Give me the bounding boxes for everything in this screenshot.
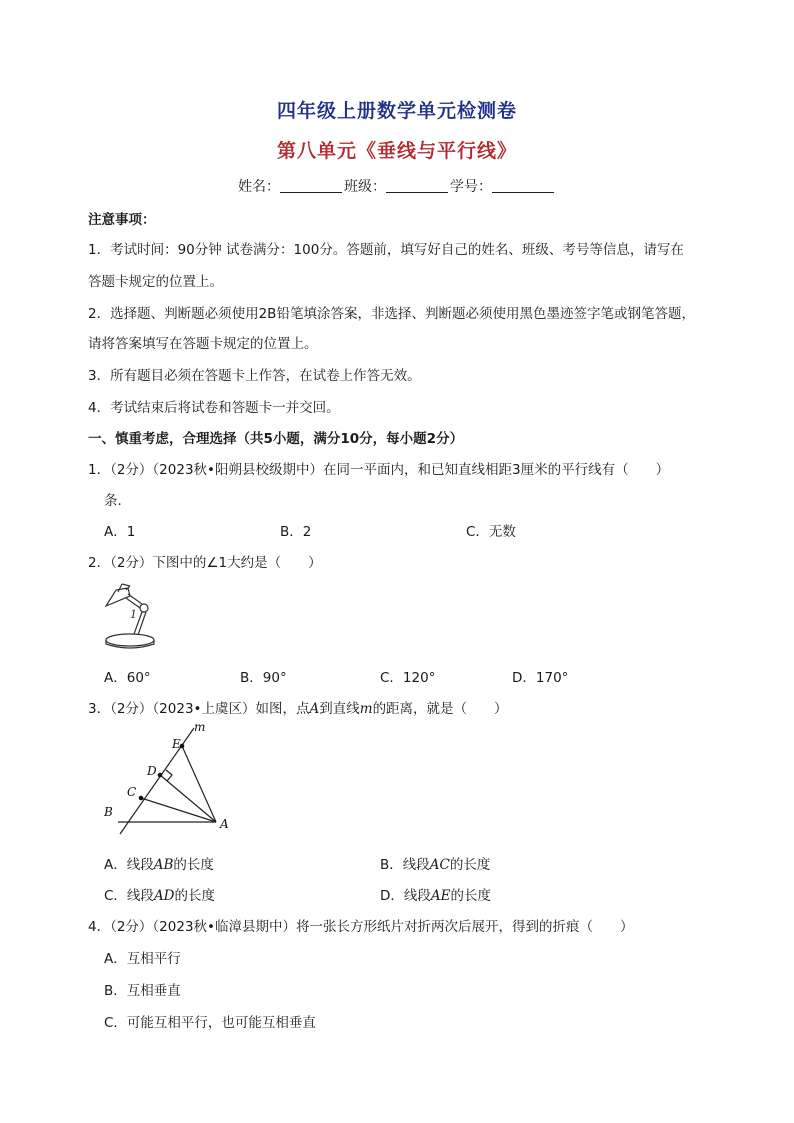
q4-option-b[interactable]: B．互相垂直 — [104, 983, 181, 999]
q3-option-b-pre: B．线段 — [380, 857, 430, 873]
q4-option-c[interactable]: C．可能互相平行，也可能互相垂直 — [104, 1015, 316, 1031]
name-label: 姓名： — [238, 179, 280, 195]
q3-option-d[interactable] — [380, 884, 491, 904]
exam-title: 四年级上册数学单元检测卷 — [276, 100, 517, 122]
q2-option-c[interactable]: C．120° — [380, 670, 436, 686]
label-b: B — [104, 805, 113, 819]
q1-option-b[interactable]: B．2 — [280, 524, 312, 540]
q3-stem — [88, 697, 508, 717]
q3-stem-part-b: 到直线 — [319, 701, 360, 717]
q3-option-c-post: 的长度 — [174, 888, 216, 904]
q3-option-a-pre: A．线段 — [104, 857, 154, 873]
q3-option-d-post: 的长度 — [450, 888, 492, 904]
segment-ac — [141, 798, 216, 822]
segment-ad — [160, 775, 216, 822]
q1-stem: 1．（2分）（2023秋•阳朔县校级期中）在同一平面内，和已知直线相距3厘米的平行线有（ ） — [88, 462, 670, 478]
note-line-3: 3．所有题目必须在答题卡上作答，在试卷上作答无效。 — [88, 368, 421, 384]
q3-option-a-post: 的长度 — [173, 857, 214, 873]
student-info-row — [0, 176, 794, 196]
q3-stem-point: A — [309, 701, 320, 717]
label-c: C — [127, 785, 137, 799]
label-m: m — [194, 720, 206, 734]
label-d: D — [147, 764, 157, 778]
q3-stem-part-c: 的距离，就是（ ） — [372, 701, 508, 717]
q4-option-a[interactable]: A．互相平行 — [104, 951, 181, 967]
q1-option-c[interactable]: C．无数 — [466, 524, 516, 540]
q2-option-d[interactable]: D．170° — [512, 670, 569, 686]
q3-stem-part-a: 3．（2分）（2023•上虞区）如图，点 — [88, 701, 310, 717]
q3-option-b-seg: AC — [429, 857, 450, 873]
q1-stem-cont: 条． — [104, 493, 131, 509]
note-line-2b: 请将答案填写在答题卡规定的位置上。 — [88, 336, 318, 352]
q3-option-a-seg: AB — [153, 857, 174, 873]
q2-option-a[interactable]: A．60° — [104, 670, 151, 686]
q3-option-c-seg: AD — [153, 888, 175, 904]
class-label: 班级： — [344, 179, 386, 195]
q3-option-d-pre: D．线段 — [380, 888, 431, 904]
q2-option-b[interactable]: B．90° — [240, 670, 287, 686]
unit-subtitle: 第八单元《垂线与平行线》 — [276, 140, 517, 162]
q4-stem: 4．（2分）（2023秋•临漳县期中）将一张长方形纸片对折两次后展开，得到的折痕（ ） — [88, 919, 634, 935]
number-label: 学号： — [450, 179, 492, 195]
q2-stem: 2．（2分）下图中的∠1大约是（ ） — [88, 555, 322, 571]
q1-option-a[interactable]: A．1 — [104, 524, 136, 540]
segment-ae — [182, 746, 216, 822]
q3-option-c-pre: C．线段 — [104, 888, 154, 904]
desk-lamp-figure — [100, 578, 164, 650]
section1-heading: 一、慎重考虑，合理选择（共5小题，满分10分，每小题2分） — [88, 431, 464, 447]
q3-option-d-seg: AE — [430, 888, 451, 904]
point-c — [139, 796, 144, 801]
right-angle-mark — [166, 770, 172, 781]
q3-stem-line: m — [359, 701, 373, 717]
q3-option-b-post: 的长度 — [449, 857, 491, 873]
q3-option-c[interactable] — [104, 884, 215, 904]
name-blank[interactable] — [280, 178, 342, 193]
q2-angle-label: 1 — [130, 608, 137, 621]
note-line-4: 4．考试结束后将试卷和答题卡一并交回。 — [88, 400, 340, 416]
note-line-1: 1．考试时间：90分钟 试卷满分：100分。答题前，填写好自己的姓名、班级、考号等信息，请写在 — [88, 242, 684, 258]
note-line-1b: 答题卡规定的位置上。 — [88, 274, 223, 290]
note-line-2: 2．选择题、判断题必须使用2B铅笔填涂答案，非选择、判断题必须使用黑色墨迹签字笔或钢笔答题， — [88, 306, 695, 322]
label-e: E — [172, 737, 181, 751]
point-d — [158, 773, 163, 778]
number-blank[interactable] — [492, 178, 554, 193]
label-a: A — [220, 817, 229, 831]
class-blank[interactable] — [386, 178, 448, 193]
perpendicular-figure — [96, 718, 246, 838]
notes-heading: 注意事项： — [88, 212, 156, 228]
q3-option-b[interactable] — [380, 853, 490, 873]
q3-option-a[interactable] — [104, 853, 214, 873]
